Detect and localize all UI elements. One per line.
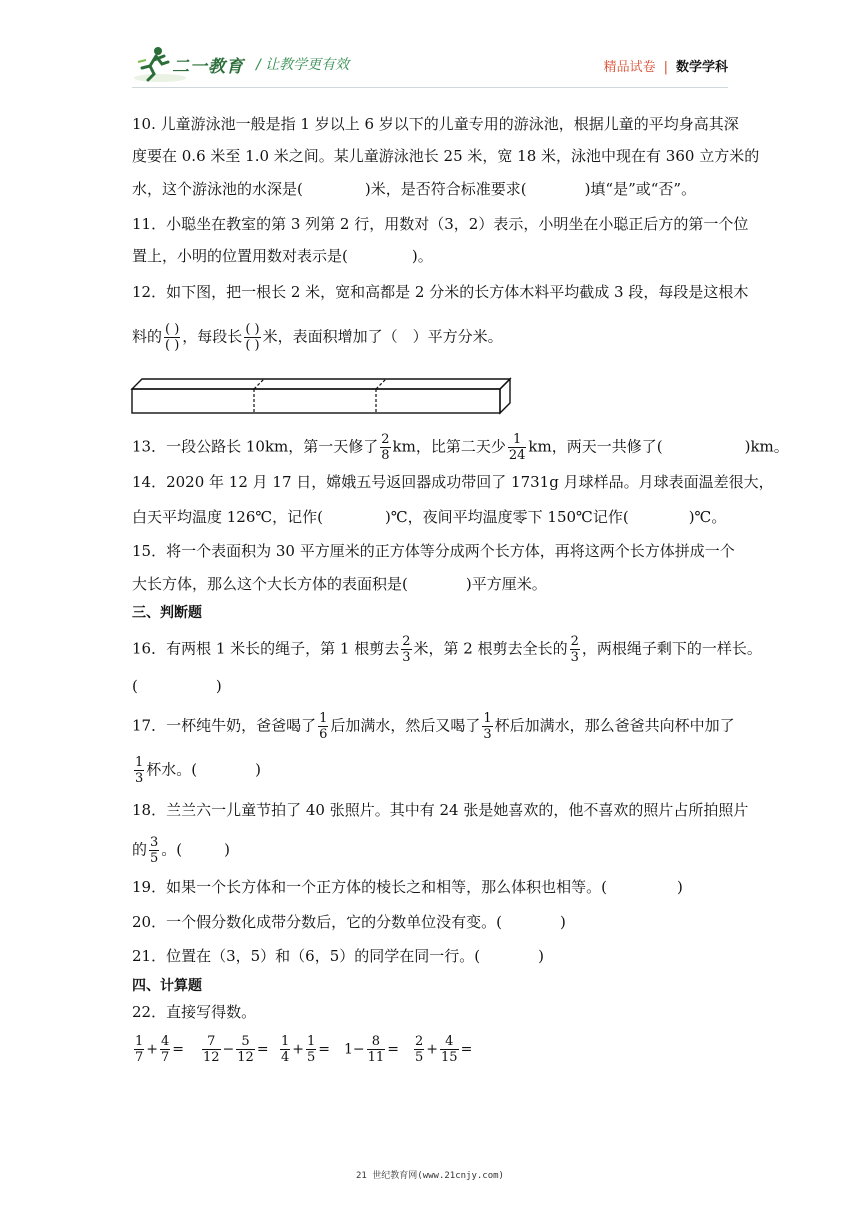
q17-text-d: 杯水。( bbox=[146, 760, 198, 779]
q16-fraction-2: $\frac{2}{3}$ bbox=[570, 634, 579, 665]
q16-text-b: 米，第 2 根剪去全长的 bbox=[413, 639, 568, 658]
q19-line bbox=[132, 876, 683, 898]
q15-text-a: 大长方体，那么这个大长方体的表面积是( bbox=[132, 575, 408, 593]
q21-line bbox=[132, 945, 544, 967]
q17-text-c: 杯后加满水，那么爸爸共向杯中加了 bbox=[494, 716, 735, 735]
q12-text-a: 料的 bbox=[132, 327, 163, 346]
logo-text: 二一教育 bbox=[172, 57, 244, 77]
q13-text-b: km，比第二天少 bbox=[392, 437, 506, 456]
q12-text-c: 米，表面积增加了（ ）平方分米。 bbox=[262, 327, 503, 346]
q16-line2 bbox=[132, 675, 222, 697]
q17-fraction-1: $\frac{1}{6}$ bbox=[319, 711, 328, 742]
q12-line1: 12．如下图，把一根长 2 米，宽和高都是 2 分米的长方体木料平均截成 3 段，每段是这根木 bbox=[132, 283, 749, 301]
q10-line2: 度要在 0.6 米至 1.0 米之间。某儿童游泳池长 25 米，宽 18 米，泳池中现在有 360 立方米的 bbox=[132, 147, 760, 165]
q14-text-a: 白天平均温度 126℃，记作( bbox=[132, 508, 324, 526]
q13-fraction-1: $\frac{2}{8}$ bbox=[381, 432, 390, 463]
q12-fraction-blank-1[interactable]: $\frac{( )}{( )}$ bbox=[165, 322, 180, 353]
q17-fraction-2: $\frac{1}{3}$ bbox=[483, 711, 492, 742]
q16-text-a: 16．有两根 1 米长的绳子，第 1 根剪去 bbox=[132, 639, 400, 658]
q12-line2 bbox=[132, 322, 503, 353]
q10-text-a: 水，这个游泳池的水深是( bbox=[132, 180, 303, 198]
calc-item-3: $\frac{1}{4}$ + $\frac{1}{5}$ = bbox=[281, 1034, 331, 1065]
q10-line3 bbox=[132, 178, 696, 200]
q17-text-a: 17．一杯纯牛奶，爸爸喝了 bbox=[132, 716, 317, 735]
calc-item-4: 1− $\frac{8}{11}$ = bbox=[344, 1034, 399, 1065]
q21-text: 21．位置在（3，5）和（6，5）的同学在同一行。( bbox=[132, 947, 481, 965]
q17-line2 bbox=[132, 755, 261, 786]
q16-paren-open: ( bbox=[132, 677, 138, 695]
q11-text-a: 置上，小明的位置用数对表示是( bbox=[132, 247, 348, 265]
calc-item-1: $\frac{1}{7}$ + $\frac{4}{7}$ = bbox=[135, 1034, 185, 1065]
section-calculation-title: 四、计算题 bbox=[132, 978, 202, 994]
q10-text-b: )米，是否符合标准要求( bbox=[364, 180, 527, 198]
q12-fraction-blank-2[interactable]: $\frac{( )}{( )}$ bbox=[245, 322, 260, 353]
q10-line1: 10. 儿童游泳池一般是指 1 岁以上 6 岁以下的儿童专用的游泳池，根据儿童的平均身高其深 bbox=[132, 115, 739, 133]
q16-fraction-1: $\frac{2}{3}$ bbox=[402, 634, 411, 665]
q19-paren-close: ) bbox=[676, 878, 683, 896]
q13-text-d: )km。 bbox=[744, 437, 789, 456]
q20-line bbox=[132, 911, 566, 933]
q18-text-b: 。( bbox=[161, 840, 183, 859]
q15-line1: 15．将一个表面积为 30 平方厘米的正方体等分成两个长方体，再将这两个长方体拼成一个 bbox=[132, 542, 735, 560]
q17-fraction-3: $\frac{1}{3}$ bbox=[135, 755, 144, 786]
q20-paren-close: ) bbox=[559, 913, 566, 931]
header-label: 精品试卷 bbox=[603, 60, 656, 75]
page-footer: 21 世纪教育网(www.21cnjy.com) bbox=[356, 1171, 504, 1181]
header-subject: 数学学科 bbox=[675, 60, 728, 75]
q20-text: 20．一个假分数化成带分数后，它的分数单位没有变。( bbox=[132, 913, 502, 931]
q14-line2 bbox=[132, 506, 726, 528]
q18-line2 bbox=[132, 835, 230, 866]
q16-text-c: ，两根绳子剩下的一样长。 bbox=[581, 639, 762, 658]
q17-line1 bbox=[132, 711, 735, 742]
section-judgement-title: 三、判断题 bbox=[132, 605, 202, 621]
q13-text-c: km，两天一共修了( bbox=[528, 437, 663, 456]
q10-text-c: )填“是”或“否”。 bbox=[584, 180, 697, 198]
q18-fraction: $\frac{3}{5}$ bbox=[150, 835, 159, 866]
q11-line1: 11．小聪坐在教室的第 3 列第 2 行，用数对（3，2）表示，小明坐在小聪正后方的第一个位 bbox=[132, 215, 749, 233]
page-header bbox=[132, 42, 728, 88]
q11-line2 bbox=[132, 245, 433, 267]
q14-text-b: )℃，夜间平均温度零下 150℃记作( bbox=[385, 508, 629, 526]
q17-text-b: 后加满水，然后又喝了 bbox=[330, 716, 481, 735]
q18-text-c: ) bbox=[224, 840, 231, 859]
cuboid-wood-diagram bbox=[130, 375, 514, 417]
header-separator: | bbox=[663, 60, 668, 75]
q22-title: 22．直接写得数。 bbox=[132, 1003, 257, 1021]
header-divider bbox=[132, 87, 728, 88]
q14-line1: 14．2020 年 12 月 17 日，嫦娥五号返回器成功带回了 1731g 月球样品。月球表面温差很大， bbox=[132, 473, 774, 491]
header-right bbox=[604, 56, 728, 75]
q12-text-b: ，每段长 bbox=[182, 327, 243, 346]
q11-text-b: )。 bbox=[411, 247, 433, 265]
q18-text-a: 的 bbox=[132, 840, 148, 859]
q13-line bbox=[132, 432, 789, 463]
q13-text-a: 13．一段公路长 10km，第一天修了 bbox=[132, 437, 379, 456]
slogan: / 让教学更有效 bbox=[256, 57, 350, 73]
calc-item-5: $\frac{2}{5}$ + $\frac{4}{15}$ = bbox=[415, 1034, 473, 1065]
q15-text-b: )平方厘米。 bbox=[465, 575, 547, 593]
q15-line2 bbox=[132, 573, 547, 595]
q21-paren-close: ) bbox=[538, 947, 544, 965]
q19-text: 19．如果一个长方体和一个正方体的棱长之和相等，那么体积也相等。( bbox=[132, 878, 607, 896]
q14-text-c: )℃。 bbox=[688, 508, 727, 526]
q16-paren-close: ) bbox=[215, 677, 222, 695]
calc-item-2: $\frac{7}{12}$ − $\frac{5}{12}$ = bbox=[203, 1034, 269, 1065]
q17-text-e: ) bbox=[255, 760, 261, 779]
q16-line1 bbox=[132, 634, 762, 665]
q18-line1: 18．兰兰六一儿童节拍了 40 张照片。其中有 24 张是她喜欢的，他不喜欢的照片占所拍照片 bbox=[132, 801, 749, 819]
q13-fraction-2: $\frac{1}{24}$ bbox=[508, 432, 526, 463]
